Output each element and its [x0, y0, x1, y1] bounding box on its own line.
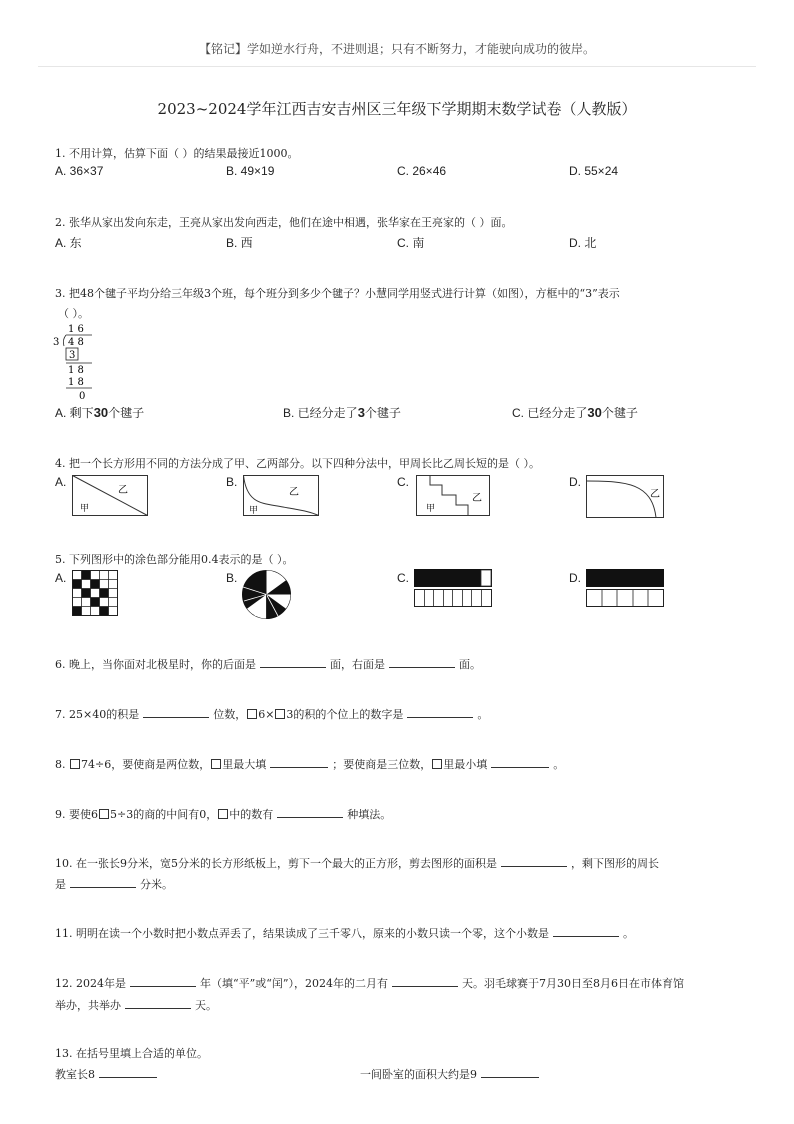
q7-text-2: 位数， [213, 708, 247, 721]
q2-option-c[interactable]: C. 南 [397, 236, 425, 250]
q13-left-item [55, 1066, 161, 1082]
q1-option-b[interactable]: B. 49×19 [226, 164, 275, 178]
q11-line [55, 925, 634, 941]
q1-stem: 1. 不用计算，估算下面（ ）的结果最接近1000。 [55, 147, 299, 160]
q3-stem-line2: （ ）。 [58, 307, 89, 320]
q7-line [55, 706, 488, 722]
q3-long-division-figure [48, 322, 108, 402]
q7-blank-1[interactable] [143, 706, 209, 718]
q12-blank-1[interactable] [130, 975, 196, 987]
q3-quotient: 1 6 [68, 324, 84, 335]
q6-blank-2[interactable] [389, 656, 455, 668]
q3-option-b[interactable] [283, 404, 401, 421]
q4-stem: 4. 把一个长方形用不同的方法分成了甲、乙两部分。以下四种分法中，甲周长比乙周长短的是（ ）。 [55, 457, 540, 470]
q2-option-d[interactable]: D. 北 [569, 236, 597, 250]
q4-a-jia-label: 甲 [80, 504, 90, 514]
q2-option-b[interactable]: B. 西 [226, 236, 253, 250]
q8-box-3 [432, 759, 442, 769]
q8-text-4: ；要使商是三位数， [332, 758, 432, 771]
q5-figure-a-grid[interactable] [72, 570, 120, 618]
q5-option-d[interactable]: D. [569, 571, 581, 585]
q6-blank-1[interactable] [260, 656, 326, 668]
q12-text-4: 举办，共举办 [55, 999, 121, 1012]
q5-option-a[interactable]: A. [55, 571, 67, 585]
q12-text-1: 12. 2024年是 [55, 977, 126, 990]
q12-line-2 [55, 997, 217, 1013]
q8-text-1: 8. [55, 758, 69, 771]
q12-blank-3[interactable] [125, 997, 191, 1009]
q4-option-b[interactable]: B. [226, 475, 238, 489]
q6-line [55, 656, 481, 672]
q4-option-a[interactable]: A. [55, 475, 67, 489]
q8-blank-2[interactable] [491, 756, 549, 768]
q9-text-4: 种填法。 [347, 808, 392, 821]
q3-option-b-num: 3 [357, 405, 365, 420]
q12-line-1 [55, 975, 684, 991]
q11-blank-1[interactable] [553, 925, 619, 937]
q9-text-3: 中的数有 [229, 808, 274, 821]
q4-figure-b[interactable] [243, 475, 321, 517]
q11-text-2: 。 [623, 927, 634, 940]
q3-step2: 1 8 [68, 365, 84, 376]
header-motto: 【铭记】学如逆水行舟，不进则退；只有不断努力，才能驶向成功的彼岸。 [198, 42, 595, 56]
q8-text-6: 。 [553, 758, 565, 771]
q5-figure-b-circle[interactable] [241, 569, 293, 621]
q3-boxed-digit: 3 [69, 350, 76, 361]
q6-text-3: 面。 [459, 658, 481, 671]
q3-option-b-prefix: B. 已经分走了 [283, 406, 358, 420]
q4-figure-c[interactable] [416, 475, 492, 517]
q3-remainder: 0 [79, 391, 86, 402]
q8-text-5: 里最小填 [443, 758, 488, 771]
q3-option-a[interactable] [55, 404, 144, 421]
q9-blank-1[interactable] [277, 806, 343, 818]
q1-option-d[interactable]: D. 55×24 [569, 164, 619, 178]
q13-stem: 13. 在括号里填上合适的单位。 [55, 1047, 208, 1060]
q3-option-c-suffix: 个毽子 [601, 406, 638, 420]
q5-stem: 5. 下列图形中的涂色部分能用0.4表示的是（ ）。 [55, 553, 294, 566]
q8-line [55, 756, 564, 772]
q10-text-3: 是 [55, 878, 66, 891]
page-title: 2023~2024学年江西吉安吉州区三年级下学期期末数学试卷（人教版） [157, 100, 637, 118]
q5-option-b[interactable]: B. [226, 571, 238, 585]
q12-text-5: 天。 [195, 999, 217, 1012]
q9-box-2 [218, 809, 228, 819]
q7-box-1 [247, 709, 257, 719]
q13-right-item [360, 1066, 543, 1082]
q4-c-jia-label: 甲 [426, 504, 436, 514]
q13-blank-2[interactable] [481, 1066, 539, 1078]
q4-figure-a[interactable] [72, 475, 150, 517]
q10-line-2 [55, 876, 173, 892]
q2-option-a[interactable]: A. 东 [55, 236, 82, 250]
q10-text-2: ，剩下图形的周长 [571, 857, 659, 870]
q4-option-c[interactable]: C. [397, 475, 409, 489]
q10-blank-1[interactable] [501, 855, 567, 867]
q13-left-text: 教室长8 [55, 1068, 95, 1081]
q4-figure-d[interactable] [586, 475, 666, 519]
q3-option-c[interactable] [512, 404, 638, 421]
q3-option-c-num: 30 [587, 405, 602, 420]
q12-blank-2[interactable] [392, 975, 458, 987]
q10-line-1 [55, 855, 659, 871]
q12-text-2: 年（填“平”或“闰”），2024年的二月有 [199, 977, 388, 990]
q6-text-1: 6. 晚上，当你面对北极星时，你的后面是 [55, 658, 256, 671]
q4-b-jia-label: 甲 [249, 506, 259, 516]
q4-a-yi-label: 乙 [118, 485, 128, 496]
q7-text-5: 。 [477, 708, 489, 721]
q8-box-1 [70, 759, 80, 769]
q3-stem-line1: 3. 把48个毽子平均分给三年级3个班，每个班分到多少个毽子？小慧同学用竖式进行计算（如图），方框中的“3”表示 [55, 287, 620, 300]
q9-box-1 [99, 809, 109, 819]
q7-text-4: 3的积的个位上的数字是 [286, 708, 404, 721]
q7-box-2 [275, 709, 285, 719]
q4-c-yi-label: 乙 [472, 493, 482, 504]
q5-option-c[interactable]: C. [397, 571, 409, 585]
q3-option-b-suffix: 个毽子 [364, 406, 401, 420]
q13-blank-1[interactable] [99, 1066, 157, 1078]
q7-text-3: 6× [258, 708, 275, 721]
q3-option-c-prefix: C. 已经分走了 [512, 406, 588, 420]
q8-text-2: 74÷6，要使商是两位数， [81, 758, 211, 771]
q3-dividend: 4 8 [68, 337, 84, 348]
q5-figure-d-bars[interactable] [586, 569, 666, 609]
q5-figure-c-bars[interactable] [414, 569, 494, 609]
q12-text-3: 天。羽毛球赛于7月30日至8月6日在市体育馆 [461, 977, 684, 990]
q13-right-text: 一间卧室的面积大约是9 [360, 1068, 477, 1081]
q11-text-1: 11. 明明在读一个小数时把小数点弄丢了，结果读成了三千零八，原来的小数只读一个零，这个小数是 [55, 927, 549, 940]
q1-option-c[interactable]: C. 26×46 [397, 164, 447, 178]
q10-blank-2[interactable] [70, 876, 136, 888]
q3-divisor: 3 [53, 337, 60, 348]
q2-stem: 2. 张华从家出发向东走，王亮从家出发向西走，他们在途中相遇，张华家在王亮家的（ ）面。 [55, 216, 513, 229]
q4-b-yi-label: 乙 [289, 487, 299, 498]
q4-d-yi-label: 乙 [650, 489, 660, 500]
q10-text-1: 10. 在一张长9分米，宽5分米的长方形纸板上，剪下一个最大的正方形，剪去图形的面积是 [55, 857, 497, 870]
q8-blank-1[interactable] [270, 756, 328, 768]
q1-option-a[interactable]: A. 36×37 [55, 164, 104, 178]
q3-option-a-suffix: 个毽子 [108, 406, 145, 420]
header-divider [38, 66, 756, 67]
q4-option-d[interactable]: D. [569, 475, 581, 489]
q3-option-a-prefix: A. 剩下 [55, 406, 94, 420]
q6-text-2: 面，右面是 [330, 658, 385, 671]
q9-line [55, 806, 391, 822]
q8-box-2 [211, 759, 221, 769]
q10-text-4: 分米。 [140, 878, 173, 891]
q9-text-1: 9. 要使6 [55, 808, 98, 821]
q7-text-1: 7. 25×40的积是 [55, 708, 140, 721]
q3-step3: 1 8 [68, 377, 84, 388]
q8-text-3: 里最大填 [222, 758, 267, 771]
q3-option-a-num: 30 [93, 405, 109, 420]
q9-text-2: 5÷3的商的中间有0， [110, 808, 218, 821]
q7-blank-2[interactable] [407, 706, 473, 718]
